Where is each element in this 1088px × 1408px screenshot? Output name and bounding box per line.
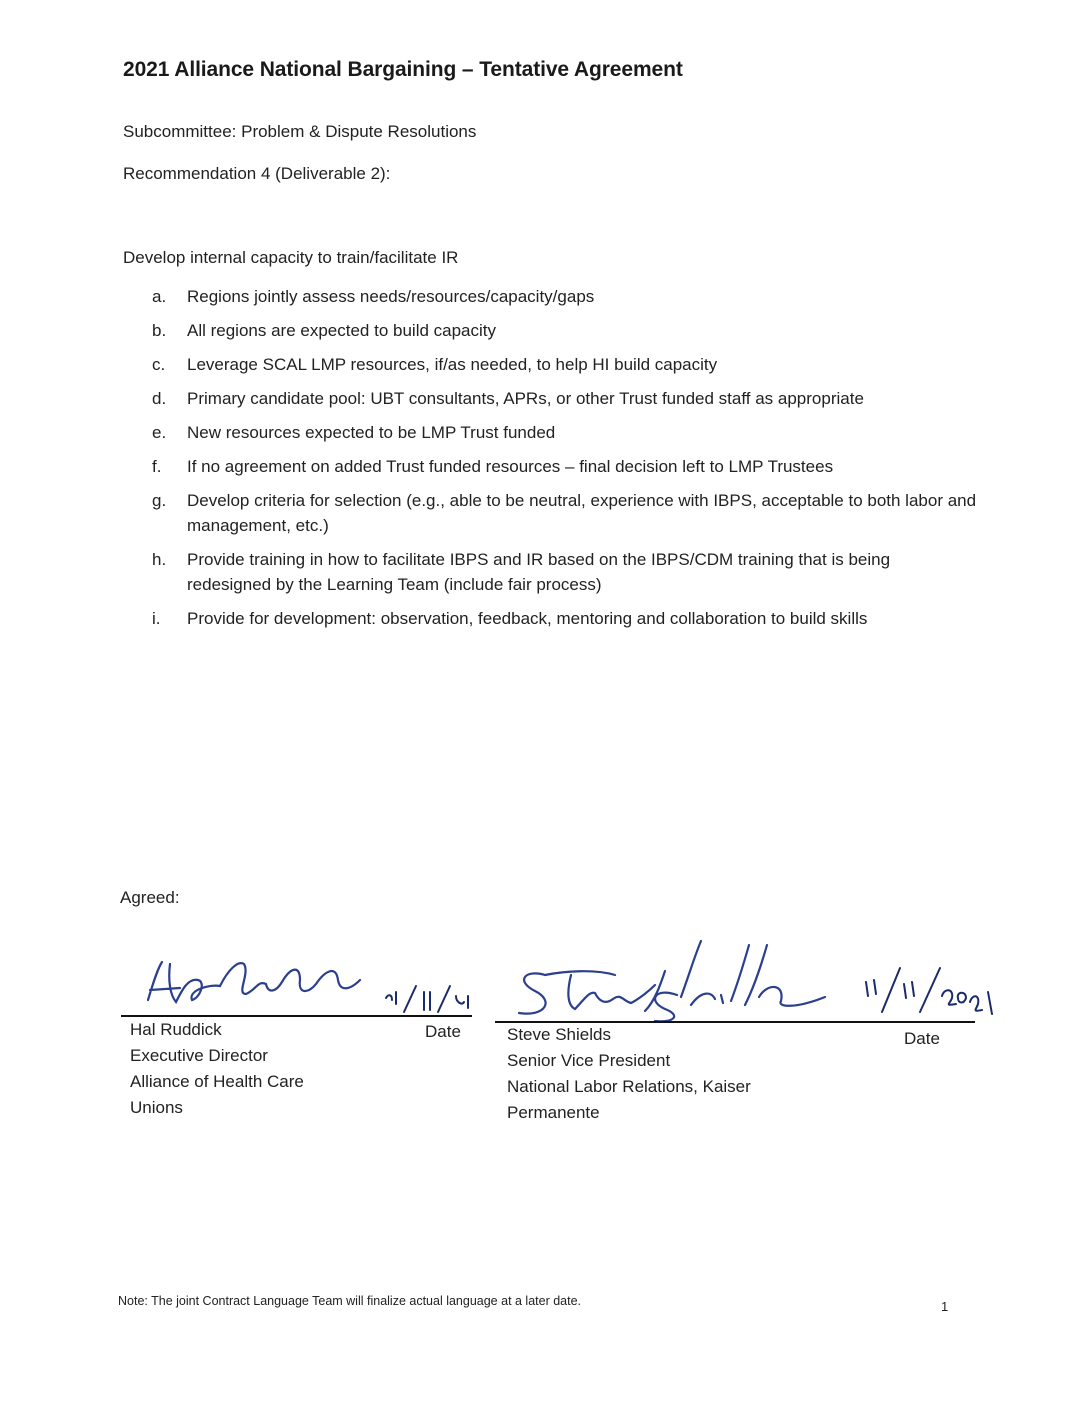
item-letter: d. — [152, 389, 167, 408]
list-item — [150, 420, 950, 445]
signatory-right — [507, 1022, 751, 1126]
page-number: 1 — [941, 1299, 949, 1314]
item-text: New resources expected to be LMP Trust funded — [187, 423, 556, 442]
item-letter: c. — [152, 355, 166, 374]
item-text: Regions jointly assess needs/resources/capacity/gaps — [187, 287, 595, 306]
signatory-org-cont: Permanente — [507, 1103, 600, 1122]
recommendation-line: Recommendation 4 (Deliverable 2): — [123, 164, 391, 183]
signatory-name: Steve Shields — [507, 1025, 611, 1044]
footnote: Note: The joint Contract Language Team will finalize actual language at a later date. — [118, 1294, 582, 1308]
list-item — [150, 386, 887, 411]
item-text: If no agreement on added Trust funded resources – final decision left to LMP Trustees — [187, 457, 834, 476]
item-letter: b. — [152, 321, 167, 340]
list-item — [150, 606, 977, 631]
item-letter: a. — [152, 287, 167, 306]
item-text: Provide training in how to facilitate IBPS and IR based on the IBPS/CDM training that is being redesigned by the Learning Team (include fair process) — [187, 550, 891, 594]
signature-steve-shields — [505, 935, 845, 1025]
list-item — [150, 284, 950, 309]
signatory-org: Alliance of Health Care — [130, 1072, 304, 1091]
item-text: All regions are expected to build capacity — [187, 321, 497, 340]
list-item — [150, 547, 977, 597]
item-letter: g. — [152, 491, 167, 510]
item-letter: h. — [152, 550, 167, 569]
item-letter: i. — [152, 609, 161, 628]
subcommittee-line: Subcommittee: Problem & Dispute Resolutions — [123, 122, 477, 141]
item-text: Leverage SCAL LMP resources, if/as needed, to help HI build capacity — [187, 355, 718, 374]
item-text: Primary candidate pool: UBT consultants, APRs, or other Trust funded staff as appropriate — [187, 389, 864, 408]
date-label-right: Date — [904, 1029, 940, 1048]
intro-line: Develop internal capacity to train/facilitate IR — [123, 248, 459, 267]
date-label-left: Date — [425, 1022, 461, 1041]
list-item — [150, 318, 950, 343]
signature-hal-ruddick — [140, 950, 370, 1020]
signatory-title: Executive Director — [130, 1046, 268, 1065]
signatory-org-cont: Unions — [130, 1098, 183, 1117]
signatory-title: Senior Vice President — [507, 1051, 671, 1070]
item-text: Develop criteria for selection (e.g., able to be neutral, experience with IBPS, acceptable to both labor and management, etc.) — [187, 491, 977, 535]
handwritten-date-right — [858, 962, 1008, 1022]
signatory-org: National Labor Relations, Kaiser — [507, 1077, 751, 1096]
agreed-label: Agreed: — [120, 888, 180, 907]
signatory-left — [130, 1017, 304, 1121]
list-item — [150, 454, 950, 479]
item-letter: f. — [152, 457, 162, 476]
signatory-name: Hal Ruddick — [130, 1020, 222, 1039]
list-item — [150, 352, 950, 377]
recommendation-list — [150, 284, 977, 640]
list-item — [150, 488, 977, 538]
item-letter: e. — [152, 423, 167, 442]
document-title: 2021 Alliance National Bargaining – Tentative Agreement — [123, 58, 683, 81]
item-text: Provide for development: observation, feedback, mentoring and collaboration to build skills — [187, 609, 868, 628]
